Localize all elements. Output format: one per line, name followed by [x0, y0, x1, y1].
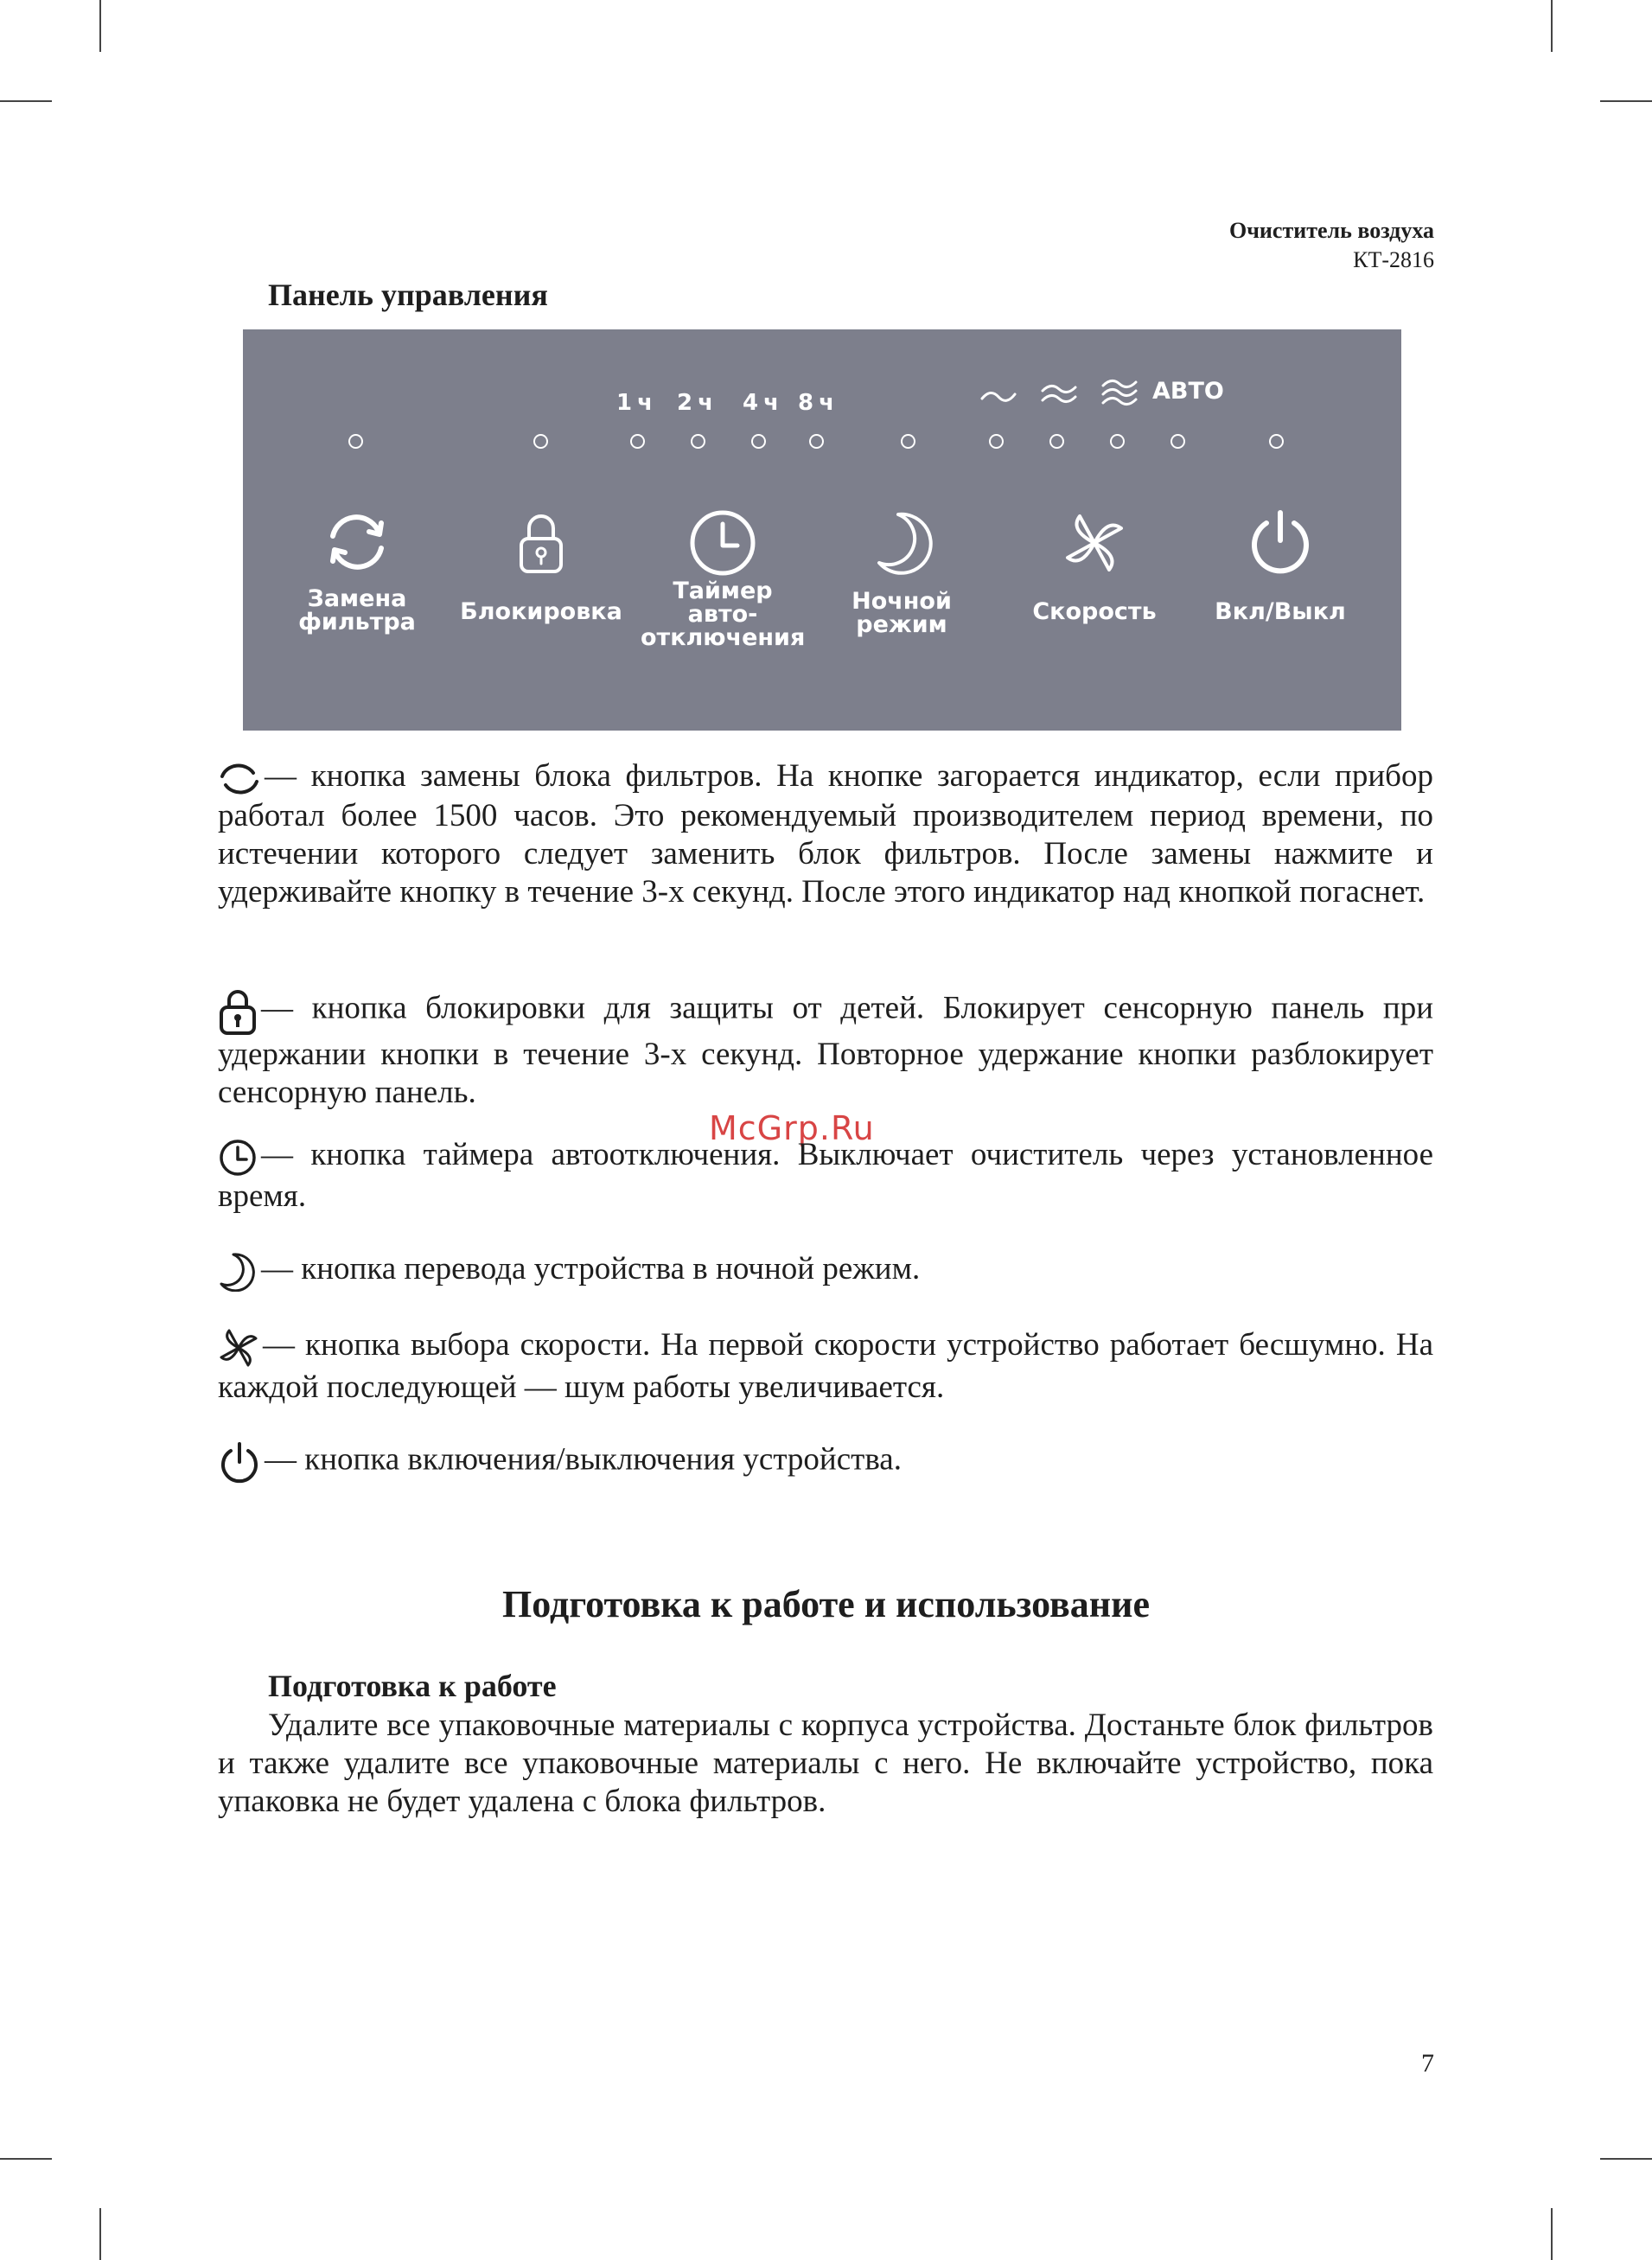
- indicator-timer-1h: [630, 434, 645, 449]
- fan-icon: [1062, 511, 1126, 575]
- indicator-speed-3: [1110, 434, 1125, 449]
- speed-2-icon: [1040, 380, 1078, 409]
- timer-label-1h: 1ч: [616, 390, 658, 416]
- night-mode-label-line1: Ночной: [852, 588, 952, 615]
- lock-label: Блокировка: [460, 598, 622, 625]
- timer-label-2h: 2ч: [677, 390, 718, 416]
- clock-icon: [218, 1138, 258, 1178]
- control-panel-image: [243, 329, 1401, 731]
- timer-label-line3: отключения: [641, 624, 806, 651]
- power-description-text: — кнопка включения/выключения устройства.: [265, 1441, 902, 1478]
- power-icon: [1246, 508, 1315, 577]
- night-mode-button[interactable]: [872, 509, 938, 575]
- filter-replace-icon: [322, 508, 392, 577]
- filter-button-description: [218, 757, 1433, 911]
- power-icon: [218, 1440, 261, 1484]
- fan-icon: [218, 1327, 259, 1369]
- indicator-timer-8h: [809, 434, 824, 449]
- night-mode-label-line2: режим: [856, 611, 947, 638]
- lock-button[interactable]: [514, 509, 568, 577]
- product-name: Очиститель воздуха: [1229, 218, 1434, 243]
- crop-mark: [0, 100, 52, 102]
- timer-label-line1: Таймер: [673, 578, 773, 604]
- watermark: McGrp.Ru: [709, 1109, 875, 1147]
- preparation-subtitle: Подготовка к работе: [268, 1669, 557, 1703]
- lock-description-text: — кнопка блокировки для защиты от детей. Блокирует сенсорную панель при удержании кнопки в течение 3-х секунд. Повторное удержание кнопки разблокирует сенсорную панель.: [218, 990, 1433, 1110]
- preparation-text: [218, 1707, 1433, 1821]
- indicator-speed-2: [1049, 434, 1064, 449]
- lock-icon: [218, 986, 258, 1036]
- preparation-text-content: Удалите все упаковочные материалы с корпуса устройства. Достаньте блок фильтров и также удалите все упаковочные материалы с него. Не включайте устройство, пока упаковка не будет удалена с блока фильтров.: [218, 1708, 1433, 1819]
- crop-mark: [99, 0, 101, 52]
- crop-mark: [99, 2208, 101, 2260]
- timer-label-8h: 8ч: [798, 390, 839, 416]
- indicator-filter: [348, 434, 363, 449]
- speed-description-text: — кнопка выбора скорости. На первой скорости устройство работает бесшумно. На каждой последующей — шум работы увеличивается.: [218, 1327, 1433, 1405]
- speed-button[interactable]: [1062, 511, 1126, 575]
- lock-button-description: [218, 986, 1433, 1112]
- preparation-section-title: Подготовка к работе и использование: [502, 1583, 1150, 1625]
- crop-mark: [1551, 2208, 1553, 2260]
- crop-mark: [0, 2158, 52, 2160]
- filter-replace-icon: [218, 761, 261, 797]
- filter-replace-label: [288, 587, 426, 634]
- crop-mark: [1600, 100, 1652, 102]
- speed-3-icon: [1100, 376, 1139, 411]
- indicator-speed-auto: [1170, 434, 1185, 449]
- indicator-timer-2h: [691, 434, 705, 449]
- indicator-night: [901, 434, 915, 449]
- model-number: КТ-2816: [1353, 247, 1434, 272]
- indicator-power: [1269, 434, 1284, 449]
- filter-replace-button[interactable]: [322, 508, 392, 577]
- night-mode-label: [837, 590, 966, 636]
- indicator-speed-1: [989, 434, 1004, 449]
- timer-label: [641, 579, 805, 649]
- night-description-text: — кнопка перевода устройства в ночной режим.: [261, 1251, 921, 1286]
- clock-icon: [687, 508, 758, 578]
- moon-icon: [872, 509, 938, 575]
- speed-button-description: [218, 1326, 1433, 1407]
- crop-mark: [1600, 2158, 1652, 2160]
- timer-button-description: [218, 1136, 1433, 1216]
- running-header: [1229, 216, 1434, 275]
- filter-description-text: — кнопка замены блока фильтров. На кнопке загорается индикатор, если прибор работал более 1500 часов. Это рекомендуемый производителем период времени, по истечении которого следует заменить блок фильтров. После замены нажмите и удерживайте кнопку в течение 3-х секунд. После этого индикатор над кнопкой погаснет.: [218, 758, 1433, 910]
- power-label: Вкл/Выкл: [1215, 598, 1346, 625]
- filter-replace-label-line2: фильтра: [298, 609, 416, 635]
- speed-1-icon: [979, 383, 1017, 409]
- filter-replace-label-line1: Замена: [307, 585, 407, 612]
- control-panel-title: Панель управления: [268, 278, 548, 312]
- page-number: 7: [1421, 2049, 1434, 2078]
- lock-icon: [514, 509, 568, 577]
- indicator-lock: [533, 434, 548, 449]
- indicator-timer-4h: [751, 434, 766, 449]
- speed-label: Скорость: [1032, 598, 1157, 625]
- timer-label-line2: авто-: [687, 601, 758, 628]
- timer-label-4h: 4ч: [743, 390, 784, 416]
- moon-icon: [218, 1252, 258, 1292]
- power-button[interactable]: [1246, 508, 1315, 577]
- night-button-description: [218, 1250, 1433, 1292]
- speed-auto-label: АВТО: [1152, 378, 1224, 405]
- crop-mark: [1551, 0, 1553, 52]
- timer-description-text: — кнопка таймера автоотключения. Выключает очиститель через установленное время.: [218, 1137, 1433, 1214]
- power-button-description: [218, 1440, 1433, 1484]
- timer-button[interactable]: [687, 508, 758, 578]
